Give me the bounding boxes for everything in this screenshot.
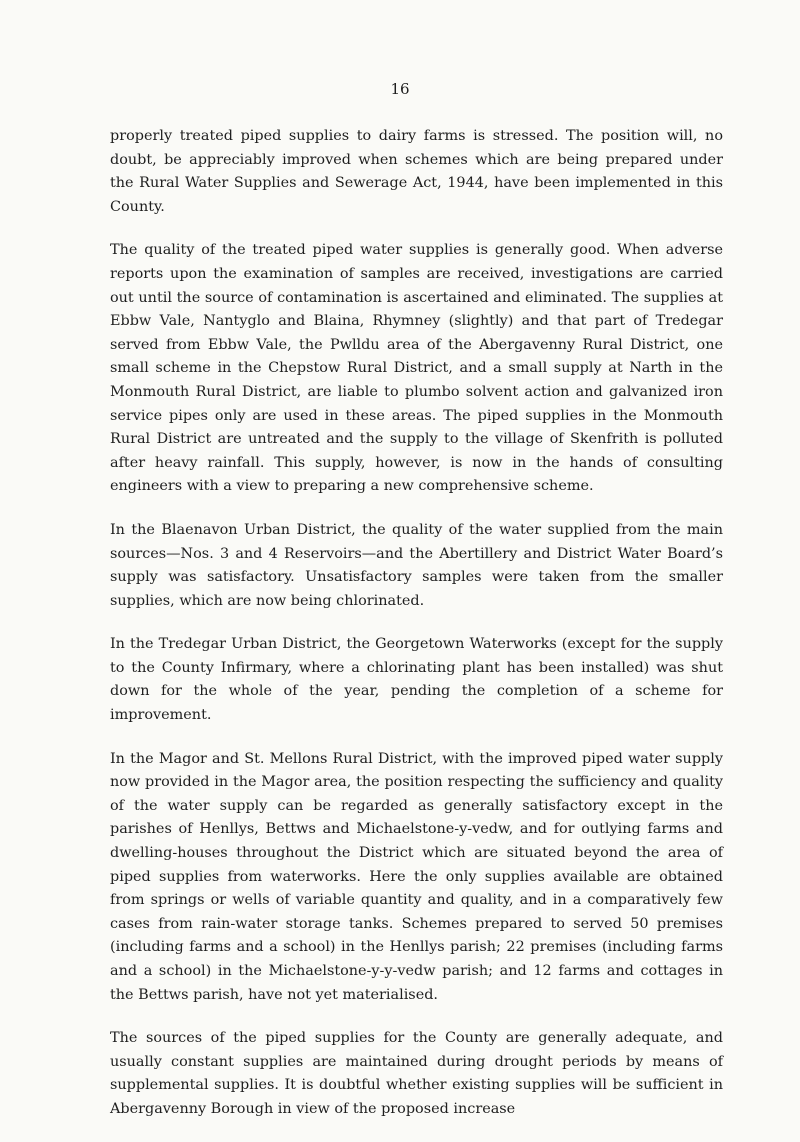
page-number: 16 [390,80,410,98]
paragraph-tredegar: In the Tredegar Urban District, the Georgetown Waterworks (except for the supply to the County Infirmary, where a chlorinating plant has been installed) was shut down for the whole of the year, pending the completion of a scheme for improvement. [110,636,723,724]
body-text [110,125,723,1142]
paragraph-magor-st-mellons: In the Magor and St. Mellons Rural District, with the improved piped water supply now provided in the Magor area, the position respecting the sufficiency and quality of the water supply can be regarded as generally satisfactory except in the parishes of Henllys, Bettws and Michaelstone-y-vedw, and for outlying farms and dwelling-houses throughout the District which are situated beyond the area of piped supplies from waterworks. Here the only supplies available are obtained from springs or wells of variable quantity and quality, and in a comparatively few cases from rain-water storage tanks. Schemes prepared to served 50 premises (including farms and a school) in the Henllys parish; 22 premises (including farms and a school) in the Michaelstone-y-y-vedw parish; and 12 farms and cottages in the Bettws parish, have not yet materialised. [110,750,723,1003]
paragraph-water-quality: The quality of the treated piped water supplies is generally good. When adverse reports upon the examination of samples are received, investigations are carried out until the source of contamination is ascertained and eliminated. The supplies at Ebbw Vale, Nantyglo and Blaina, Rhymney (slightly) and that part of Tredegar served from Ebbw Vale, the Pwlldu area of the Abergavenny Rural District, one small scheme in the Chepstow Rural District, and a small supply at Narth in the Monmouth Rural District, are liable to plumbo solvent action and galvanized iron service pipes only are used in these areas. The piped supplies in the Monmouth Rural District are untreated and the supply to the village of Skenfrith is polluted after heavy rainfall. This supply, however, is now in the hands of consulting engineers with a view to preparing a new comprehensive scheme. [110,242,723,495]
paragraph-dairy-farms: properly treated piped supplies to dairy farms is stressed. The position will, no doubt, be appreciably improved when schemes which are being prepared under the Rural Water Supplies and Sewerage Act, 1944, have been implemented in this County. [110,128,723,215]
paragraph-blaenavon: In the Blaenavon Urban District, the quality of the water supplied from the main sources—Nos. 3 and 4 Reservoirs—and the Abertillery and District Water Board’s supply was satisfactory. Unsatisfactory samples were taken from the smaller supplies, which are now being chlorinated. [110,521,723,609]
paragraph-piped-supply-sources: The sources of the piped supplies for the County are generally adequate, and usually constant supplies are maintained during drought periods by means of supplemental supplies. It is doubtful whether existing supplies will be sufficient in Abergavenny Borough in view of the proposed increase [110,1030,723,1117]
